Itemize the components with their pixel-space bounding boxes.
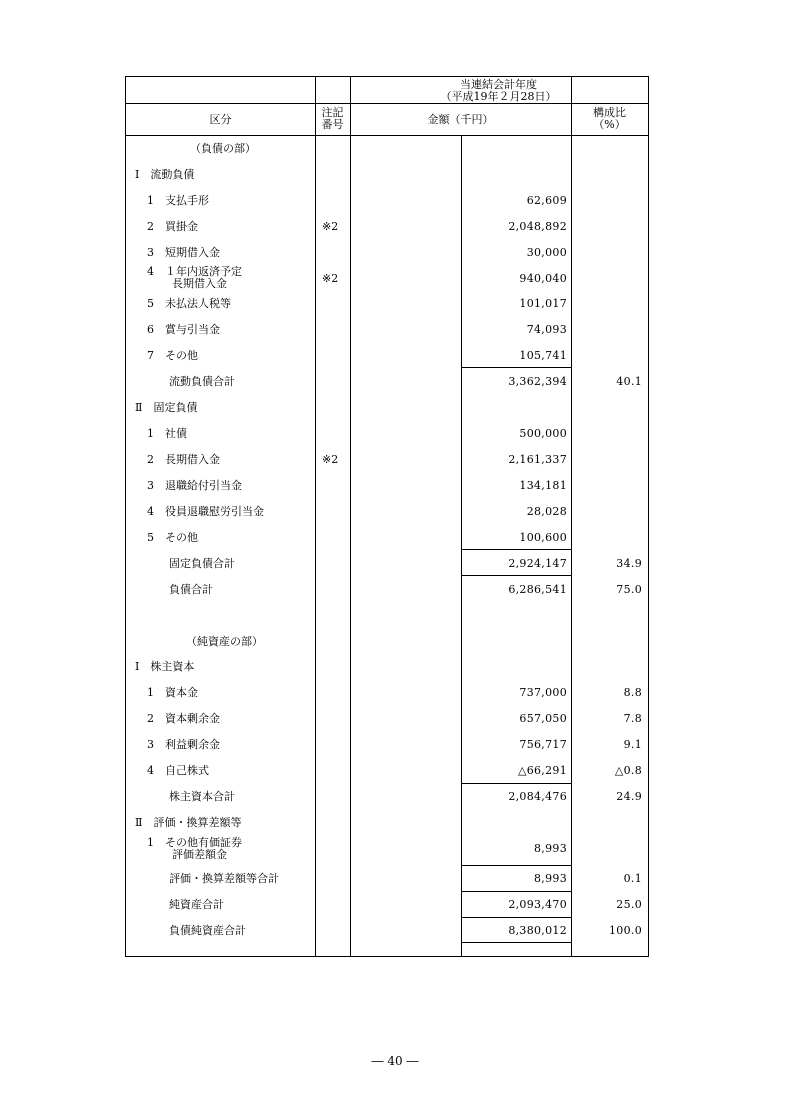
row-ratio: 100.0 — [609, 924, 642, 937]
row-label: 1 資本金 — [147, 686, 198, 699]
col-section-header: 区分 — [209, 113, 232, 126]
col-divider-ratio — [571, 77, 572, 956]
row-amount: 105,741 — [519, 349, 567, 362]
col-note-header-2: 番号 — [321, 118, 344, 131]
row-label: 1 その他有価証券 — [147, 836, 242, 849]
col-ratio-header-2: （%） — [593, 118, 626, 131]
subtotal-rule — [461, 917, 571, 918]
row-amount: 657,050 — [519, 712, 567, 725]
row-label: （純資産の部） — [186, 635, 263, 648]
balance-sheet-table — [125, 76, 649, 957]
row-ratio: △0.8 — [614, 764, 642, 777]
col-note-header-1: 注記 — [321, 106, 344, 119]
row-note: ※2 — [322, 453, 339, 466]
row-label: 2 長期借入金 — [147, 453, 220, 466]
row-ratio: 75.0 — [616, 583, 642, 596]
row-ratio: 7.8 — [623, 712, 642, 725]
period-date: （平成19年２月28日） — [440, 90, 557, 103]
col-divider-subtotal — [461, 135, 462, 956]
row-label: Ⅱ 評価・換算差額等 — [135, 816, 242, 829]
row-amount: 756,717 — [519, 738, 567, 751]
header-divider-2 — [126, 135, 648, 136]
row-amount: 2,161,337 — [508, 453, 567, 466]
row-amount: 62,609 — [526, 194, 567, 207]
row-amount: 2,924,147 — [508, 557, 567, 570]
row-label-cont: 長期借入金 — [172, 277, 227, 290]
row-label: 3 退職給付引当金 — [147, 479, 242, 492]
row-ratio: 8.8 — [623, 686, 642, 699]
subtotal-rule — [461, 367, 571, 368]
row-label: 7 その他 — [147, 349, 198, 362]
header-divider-1 — [126, 103, 648, 104]
total-rule — [461, 942, 571, 943]
row-amount: 8,993 — [534, 872, 567, 885]
col-amount-header: 金額（千円） — [427, 113, 494, 126]
row-ratio: 24.9 — [616, 790, 642, 803]
row-label: Ⅰ 流動負債 — [135, 168, 195, 181]
row-amount: 500,000 — [519, 427, 567, 440]
row-label: 株主資本合計 — [169, 790, 235, 803]
row-ratio: 9.1 — [623, 738, 642, 751]
row-label: Ⅰ 株主資本 — [135, 660, 195, 673]
row-label: （負債の部） — [190, 142, 256, 155]
row-amount: 2,093,470 — [508, 898, 567, 911]
row-label: 純資産合計 — [169, 898, 224, 911]
subtotal-rule — [461, 549, 571, 550]
row-label: 5 未払法人税等 — [147, 297, 231, 310]
period-title: 当連結会計年度 — [460, 78, 537, 91]
col-divider-amount — [350, 77, 351, 956]
row-amount: 30,000 — [526, 246, 567, 259]
row-ratio: 40.1 — [616, 375, 642, 388]
row-label: 3 短期借入金 — [147, 246, 220, 259]
row-ratio: 0.1 — [623, 872, 642, 885]
row-label: 流動負債合計 — [169, 375, 235, 388]
row-amount: 134,181 — [519, 479, 567, 492]
row-label: 1 社債 — [147, 427, 187, 440]
col-divider-note — [315, 77, 316, 956]
row-amount: 2,084,476 — [508, 790, 567, 803]
row-amount: 74,093 — [526, 323, 567, 336]
row-amount: 100,600 — [519, 531, 567, 544]
row-label: 4 役員退職慰労引当金 — [147, 505, 264, 518]
row-amount: 6,286,541 — [508, 583, 567, 596]
page-number: ― 40 ― — [371, 1054, 419, 1068]
row-amount: 2,048,892 — [508, 220, 567, 233]
row-amount: 28,028 — [526, 505, 567, 518]
row-amount: △66,291 — [517, 764, 567, 777]
row-label: 2 買掛金 — [147, 220, 198, 233]
row-label: Ⅱ 固定負債 — [135, 401, 198, 414]
subtotal-rule — [461, 891, 571, 892]
row-note: ※2 — [322, 272, 339, 285]
row-amount: 8,380,012 — [508, 924, 567, 937]
col-ratio-header-1: 構成比 — [593, 106, 626, 119]
row-label: 1 支払手形 — [147, 194, 209, 207]
row-label: 6 賞与引当金 — [147, 323, 220, 336]
row-label: 3 利益剰余金 — [147, 738, 220, 751]
row-ratio: 34.9 — [616, 557, 642, 570]
row-label: 固定負債合計 — [169, 557, 235, 570]
row-label: 評価・換算差額等合計 — [169, 872, 279, 885]
row-amount: 101,017 — [519, 297, 567, 310]
row-note: ※2 — [322, 220, 339, 233]
row-label: 5 その他 — [147, 531, 198, 544]
row-amount: 3,362,394 — [508, 375, 567, 388]
subtotal-rule — [461, 575, 571, 576]
row-amount: 8,993 — [534, 842, 567, 855]
row-label: 4 １年内返済予定 — [147, 265, 242, 278]
row-label: 2 資本剰余金 — [147, 712, 220, 725]
row-label: 負債純資産合計 — [169, 924, 246, 937]
row-ratio: 25.0 — [616, 898, 642, 911]
subtotal-rule — [461, 865, 571, 866]
row-label: 4 自己株式 — [147, 764, 209, 777]
row-amount: 737,000 — [519, 686, 567, 699]
row-label-cont: 評価差額金 — [172, 848, 227, 861]
row-label: 負債合計 — [169, 583, 213, 596]
subtotal-rule — [461, 783, 571, 784]
row-amount: 940,040 — [519, 272, 567, 285]
